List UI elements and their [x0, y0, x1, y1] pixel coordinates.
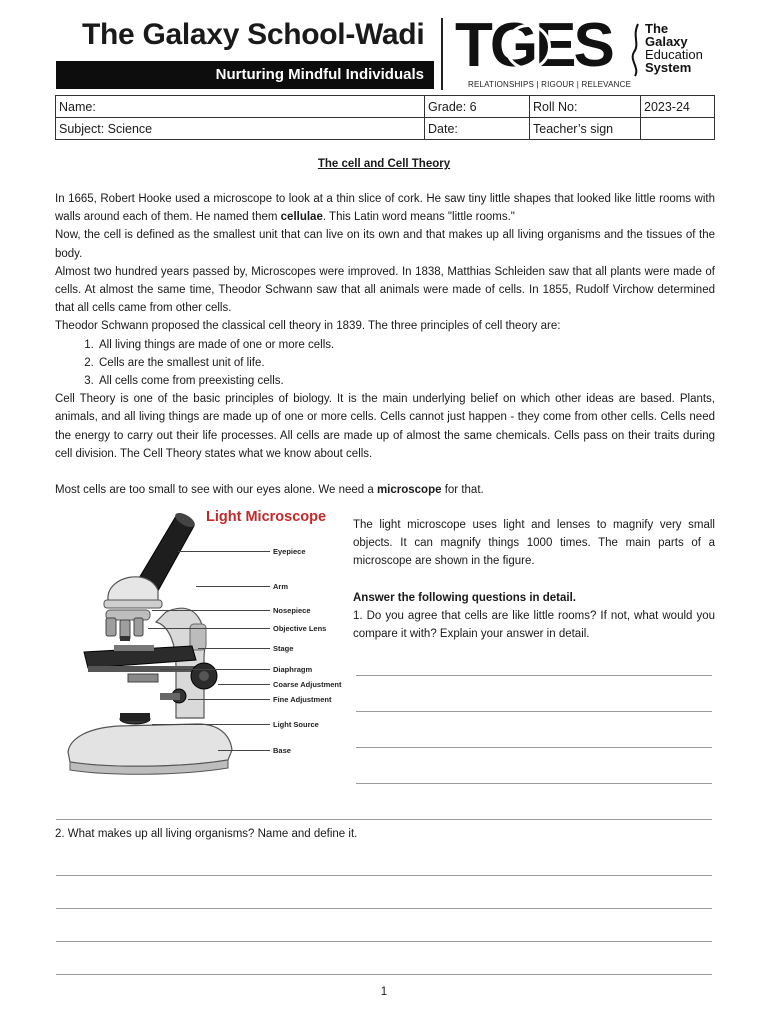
question-2: 2. What makes up all living organisms? Name and define it.: [55, 828, 358, 840]
page-title: The cell and Cell Theory: [317, 158, 451, 170]
answer-line[interactable]: [356, 711, 712, 712]
label-leader-line: [218, 750, 270, 751]
label-eyepiece: Eyepiece: [273, 547, 306, 556]
school-name: The Galaxy School-Wadi: [82, 18, 425, 51]
year-cell: 2023-24: [641, 96, 715, 118]
logo-tagline: RELATIONSHIPS | RIGOUR | RELEVANCE: [468, 80, 632, 89]
answer-line[interactable]: [356, 783, 712, 784]
label-arm: Arm: [273, 582, 289, 591]
microscope-intro: The light microscope uses light and lenses to magnify very small objects. It can magnify things 1000 times. The main parts of a microscope are shown in the figure.: [353, 519, 715, 568]
figure-title: Light Microscope: [206, 509, 327, 525]
question-1: 1. Do you agree that cells are like little rooms? If not, what would you compare it with? Explain your answer in detail.: [353, 609, 715, 641]
label-leader-line: [198, 648, 270, 649]
label-leader-line: [148, 628, 270, 629]
microscope-figure: [58, 506, 348, 788]
questions-heading: Answer the following questions in detail.: [353, 591, 576, 604]
list-item: 2. Cells are the smallest unit of life.: [97, 354, 715, 372]
term-microscope: microscope: [376, 484, 442, 497]
label-stage: Stage: [273, 644, 294, 653]
paragraph-microscope-need: [55, 481, 715, 499]
label-leader-line: [188, 699, 270, 700]
paragraph-schwann: Theodor Schwann proposed the classical cell theory in 1839. The three principles of cell theory are:: [55, 320, 561, 333]
name-field[interactable]: Name:: [56, 96, 425, 118]
logo-divider-icon: [630, 22, 642, 78]
label-leader-line: [218, 684, 270, 685]
list-item: 1. All living things are made of one or more cells.: [97, 336, 715, 354]
answer-line[interactable]: [356, 747, 712, 748]
date-field[interactable]: Date:: [425, 118, 530, 140]
logo-system-line: Education: [645, 47, 703, 62]
term-cellulae: cellulae: [280, 211, 323, 224]
grade-cell: Grade: 6: [425, 96, 530, 118]
answer-line[interactable]: [56, 908, 712, 909]
logo-system-line: Galaxy: [645, 34, 688, 49]
answer-line[interactable]: [56, 941, 712, 942]
paragraph-history: Almost two hundred years passed by, Microscopes were improved. In 1838, Matthias Schleiden saw that all plants were made of cells. At almost the same time, Theodor Schwann saw that all animals were made of cells. In 1855, Rudolf Virchow determined that all cells came from other cells.: [55, 265, 715, 315]
table-row: [56, 118, 715, 140]
label-coarse-adjustment: Coarse Adjustment: [273, 680, 342, 689]
answer-line[interactable]: [56, 875, 712, 876]
answer-line[interactable]: [56, 974, 712, 975]
student-info-table: [55, 95, 715, 140]
logo-swirl-mark: [505, 24, 551, 70]
motto-banner: [56, 61, 434, 89]
label-fine-adjustment: Fine Adjustment: [273, 695, 332, 704]
paragraph-cell-theory: Cell Theory is one of the basic principles of biology. It is the main underlying belief on which other ideas are based. Plants, animals, and all living things are made up of one or more cells. Cells cannot just happen - they come from other cells. Cells need the energy to carry out their life processes. All cells are made up of almost the same chemicals. Cells pass on their traits during cell division. The Cell Theory states what we know about cells.: [55, 393, 715, 460]
logo-system-name: [645, 22, 703, 74]
logo-system-line: The: [645, 21, 669, 36]
header-divider: [441, 18, 443, 90]
list-item: 3. All cells come from preexisting cells.: [97, 372, 715, 390]
paragraph-hooke: [55, 190, 715, 226]
table-row: [56, 96, 715, 118]
label-nosepiece: Nosepiece: [273, 606, 311, 615]
teacher-sign-cell: Teacher’s sign: [530, 118, 641, 140]
text-run: Most cells are too small to see with our eyes alone. We need a: [55, 484, 377, 497]
school-motto: Nurturing Mindful Individuals: [215, 66, 424, 83]
answer-line[interactable]: [56, 819, 712, 820]
text-run: for that.: [441, 484, 484, 497]
answer-line[interactable]: [356, 675, 712, 676]
label-diaphragm: Diaphragm: [273, 665, 313, 674]
page-number: 1: [380, 986, 388, 998]
logo-system-line: System: [645, 60, 692, 75]
cell-theory-principles: [55, 336, 715, 391]
label-leader-line: [152, 610, 270, 611]
subject-cell: Subject: Science: [56, 118, 425, 140]
label-base: Base: [273, 746, 291, 755]
text-run: . This Latin word means "little rooms.": [322, 211, 515, 224]
paragraph-cell-definition: Now, the cell is defined as the smallest unit that can live on its own and that makes up all living organisms and the tissues of the body.: [55, 229, 715, 260]
figure-description: [353, 516, 715, 643]
label-objective-lens: Objective Lens: [273, 624, 327, 633]
text-run: In 1665, Robert Hooke used a microscope to look at a thin slice of cork. He saw tiny little shapes that looked like little rooms with walls around each of them. He named them: [55, 193, 715, 224]
label-light-source: Light Source: [273, 720, 319, 729]
tges-logo: TGES: [455, 11, 612, 80]
reading-passage: [55, 190, 715, 499]
teacher-sign-field[interactable]: [641, 118, 715, 140]
label-leader-line: [196, 586, 270, 587]
roll-no-field[interactable]: Roll No:: [530, 96, 641, 118]
label-leader-line: [152, 724, 270, 725]
label-leader-line: [178, 551, 270, 552]
label-leader-line: [160, 669, 270, 670]
